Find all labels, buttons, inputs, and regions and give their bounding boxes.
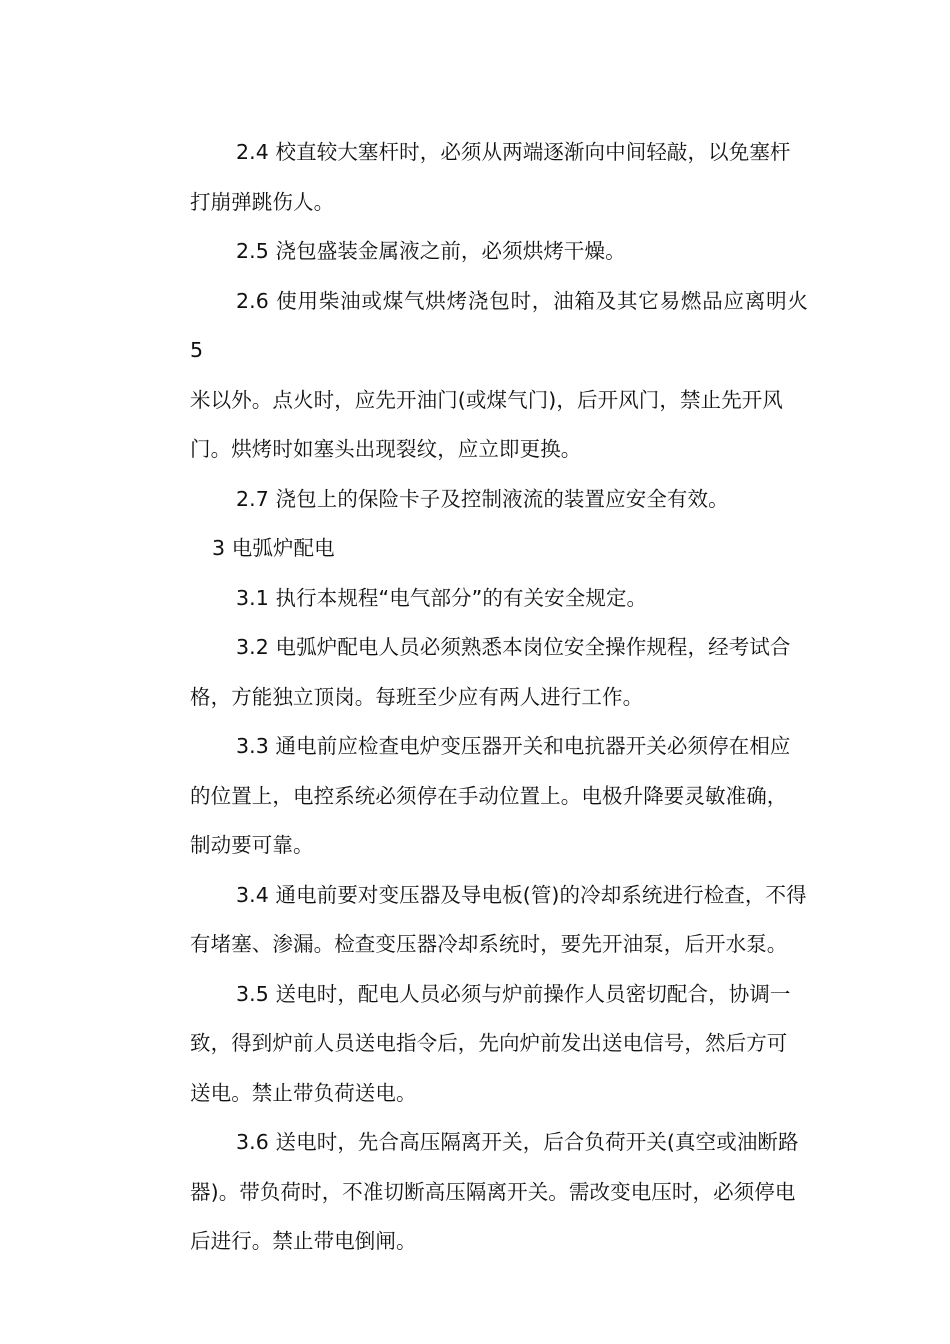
paragraph-line: 3.6 送电时，先合高压隔离开关，后合负荷开关(真空或油断路	[236, 1130, 799, 1154]
paragraph-2-5	[144, 227, 808, 277]
paragraph-line: 门。烘烤时如塞头出现裂纹，应立即更换。	[190, 437, 582, 461]
paragraph-line: 3.1 执行本规程“电气部分”的有关安全规定。	[236, 585, 648, 610]
paragraph-3-5	[144, 970, 808, 1119]
paragraph-3-3	[144, 722, 808, 871]
paragraph-line: 3.5 送电时，配电人员必须与炉前操作人员密切配合，协调一	[236, 981, 791, 1006]
paragraph-line: 2.4 校直较大塞杆时，必须从两端逐渐向中间轻敲，以免塞杆	[236, 140, 791, 164]
paragraph-3-4	[144, 871, 808, 970]
paragraph-line: 制动要可靠。	[190, 833, 314, 857]
paragraph-line: 致，得到炉前人员送电指令后，先向炉前发出送电信号，然后方可	[190, 1031, 788, 1055]
paragraph-line: 2.6 使用柴油或煤气烘烤浇包时，油箱及其它易燃品应离明火 5	[190, 288, 808, 362]
paragraph-line: 3.2 电弧炉配电人员必须熟悉本岗位安全操作规程，经考试合	[236, 635, 791, 659]
paragraph-3-2	[144, 623, 808, 722]
paragraph-2-6	[144, 277, 808, 475]
paragraph-line: 送电。禁止带负荷送电。	[190, 1080, 417, 1105]
paragraph-line: 3.4 通电前要对变压器及导电板(管)的冷却系统进行检查，不得	[236, 882, 807, 907]
paragraph-line: 3.3 通电前应检查电炉变压器开关和电抗器开关必须停在相应	[236, 734, 791, 758]
paragraph-line: 格，方能独立顶岗。每班至少应有两人进行工作。	[190, 684, 644, 709]
paragraph-line: 打崩弹跳伤人。	[190, 189, 335, 214]
paragraph-2-7	[144, 475, 808, 525]
paragraph-3-1	[144, 574, 808, 624]
paragraph-line: 的位置上，电控系统必须停在手动位置上。电极升降要灵敏准确，	[190, 783, 788, 808]
paragraph-line: 2.7 浇包上的保险卡子及控制液流的装置应安全有效。	[236, 486, 729, 511]
paragraph-line: 有堵塞、渗漏。检查变压器冷却系统时，要先开油泵，后开水泵。	[190, 932, 788, 956]
section-heading: 3 电弧炉配电	[212, 536, 335, 560]
paragraph-line: 米以外。点火时，应先开油门(或煤气门)，后开风门，禁止先开风	[190, 387, 783, 412]
document-body	[144, 128, 808, 1267]
paragraph-line: 器)。带负荷时，不准切断高压隔离开关。需改变电压时，必须停电	[190, 1179, 796, 1204]
paragraph-line: 后进行。禁止带电倒闸。	[190, 1229, 417, 1253]
section-heading-3	[144, 524, 808, 574]
paragraph-2-4	[144, 128, 808, 227]
paragraph-3-6	[144, 1118, 808, 1267]
paragraph-line: 2.5 浇包盛装金属液之前，必须烘烤干燥。	[236, 239, 626, 263]
